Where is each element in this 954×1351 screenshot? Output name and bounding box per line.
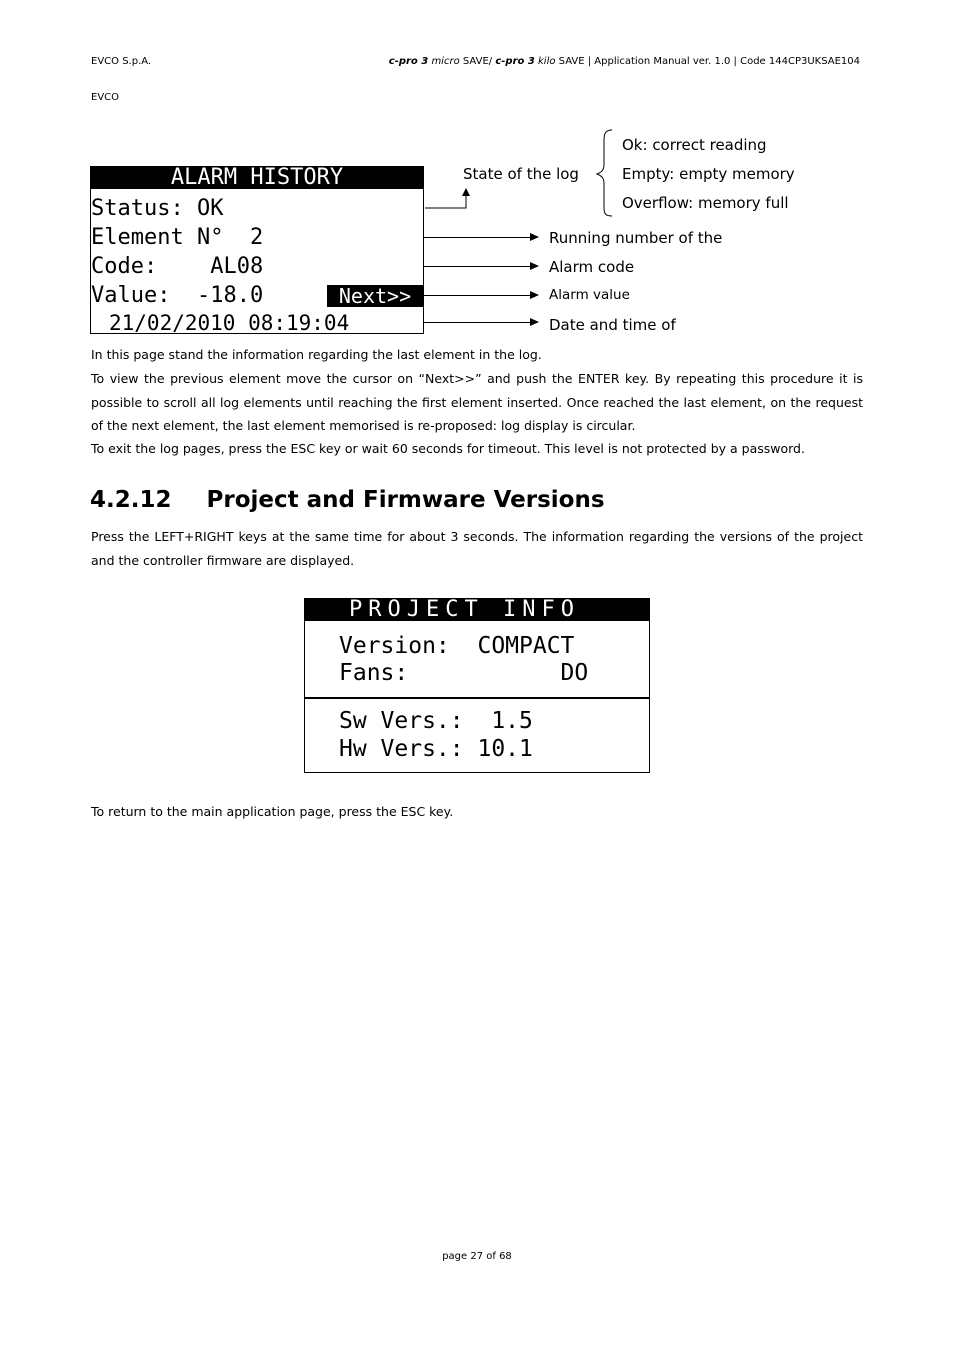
state-ok-text: Ok: correct reading <box>622 136 767 154</box>
state-empty-text: Empty: empty memory <box>622 165 795 183</box>
state-of-log-label: State of the log <box>463 165 579 183</box>
arrow-head-icon <box>530 291 539 299</box>
arrow-running-number <box>424 237 530 238</box>
project-info-screen <box>304 598 650 773</box>
header-brand: EVCO <box>91 92 120 103</box>
header-document-title <box>389 56 860 67</box>
project-fans-line: Fans: DO <box>339 660 589 686</box>
project-sw-version-line: Sw Vers.: 1.5 <box>339 708 533 734</box>
alarm-status-line: Status: OK <box>91 196 224 221</box>
alarm-datetime-line: 21/02/2010 08:19:04 <box>109 311 350 335</box>
alarm-element-line: Element N° 2 <box>91 225 264 250</box>
project-hw-version-line: Hw Vers.: 10.1 <box>339 736 533 762</box>
alarm-code-line: Code: AL08 <box>91 254 264 279</box>
header-company: EVCO S.p.A. <box>91 56 152 67</box>
header-product-1: c-pro 3 <box>388 56 429 67</box>
alarm-code-label: Alarm code <box>549 258 635 276</box>
header-product-1-variant: micro <box>431 56 460 67</box>
arrow-date-time <box>424 322 530 323</box>
arrow-head-icon <box>530 262 539 270</box>
header-product-2: c-pro 3 <box>495 56 535 67</box>
arrow-head-icon <box>530 233 539 241</box>
paragraph-exit: To exit the log pages, press the ESC key or wait 60 seconds for timeout. This level is not protected by a password. <box>91 441 805 456</box>
paragraph-navigation: To view the previous element move the cursor on “Next>>” and push the ENTER key. By repeating this procedure it is possible to scroll all log elements until reaching the first element inserted. Once reached the last element, on the request of the next element, the last element memorised is re-proposed: log display is circular. <box>91 371 863 433</box>
header-product-2-variant: kilo <box>538 56 556 67</box>
paragraph-last-element: In this page stand the information regarding the last element in the log. <box>91 347 542 362</box>
paragraph-versions: Press the LEFT+RIGHT keys at the same time for about 3 seconds. The information regarding the versions of the project and the controller firmware are displayed. <box>91 529 863 568</box>
page-number: page 27 of 68 <box>442 1251 512 1262</box>
header-product-1-suffix: SAVE/ <box>462 56 493 67</box>
date-time-label: Date and time of <box>549 316 676 334</box>
state-overflow-text: Overflow: memory full <box>622 194 789 212</box>
section-title: Project and Firmware Versions <box>206 487 605 513</box>
alarm-history-title: ALARM HISTORY <box>91 167 423 189</box>
alarm-value-line: Value: -18.0 <box>91 283 264 308</box>
arrow-head-icon <box>530 318 539 326</box>
section-number: 4.2.12 <box>90 487 172 513</box>
alarm-value-label: Alarm value <box>549 287 630 303</box>
screen-divider <box>305 697 649 699</box>
arrow-alarm-code <box>424 266 530 267</box>
running-number-label: Running number of the <box>549 229 723 247</box>
section-heading <box>90 487 605 513</box>
project-version-line: Version: COMPACT <box>339 633 575 659</box>
paragraph-return: To return to the main application page, press the ESC key. <box>91 804 454 819</box>
header-manual-info: SAVE | Application Manual ver. 1.0 | Code 144CP3UKSAE104 <box>558 56 860 67</box>
next-button[interactable]: Next>> <box>327 285 423 307</box>
alarm-history-screen <box>90 166 424 334</box>
project-info-title: PROJECT INFO <box>305 599 649 621</box>
arrow-alarm-value <box>424 295 530 296</box>
